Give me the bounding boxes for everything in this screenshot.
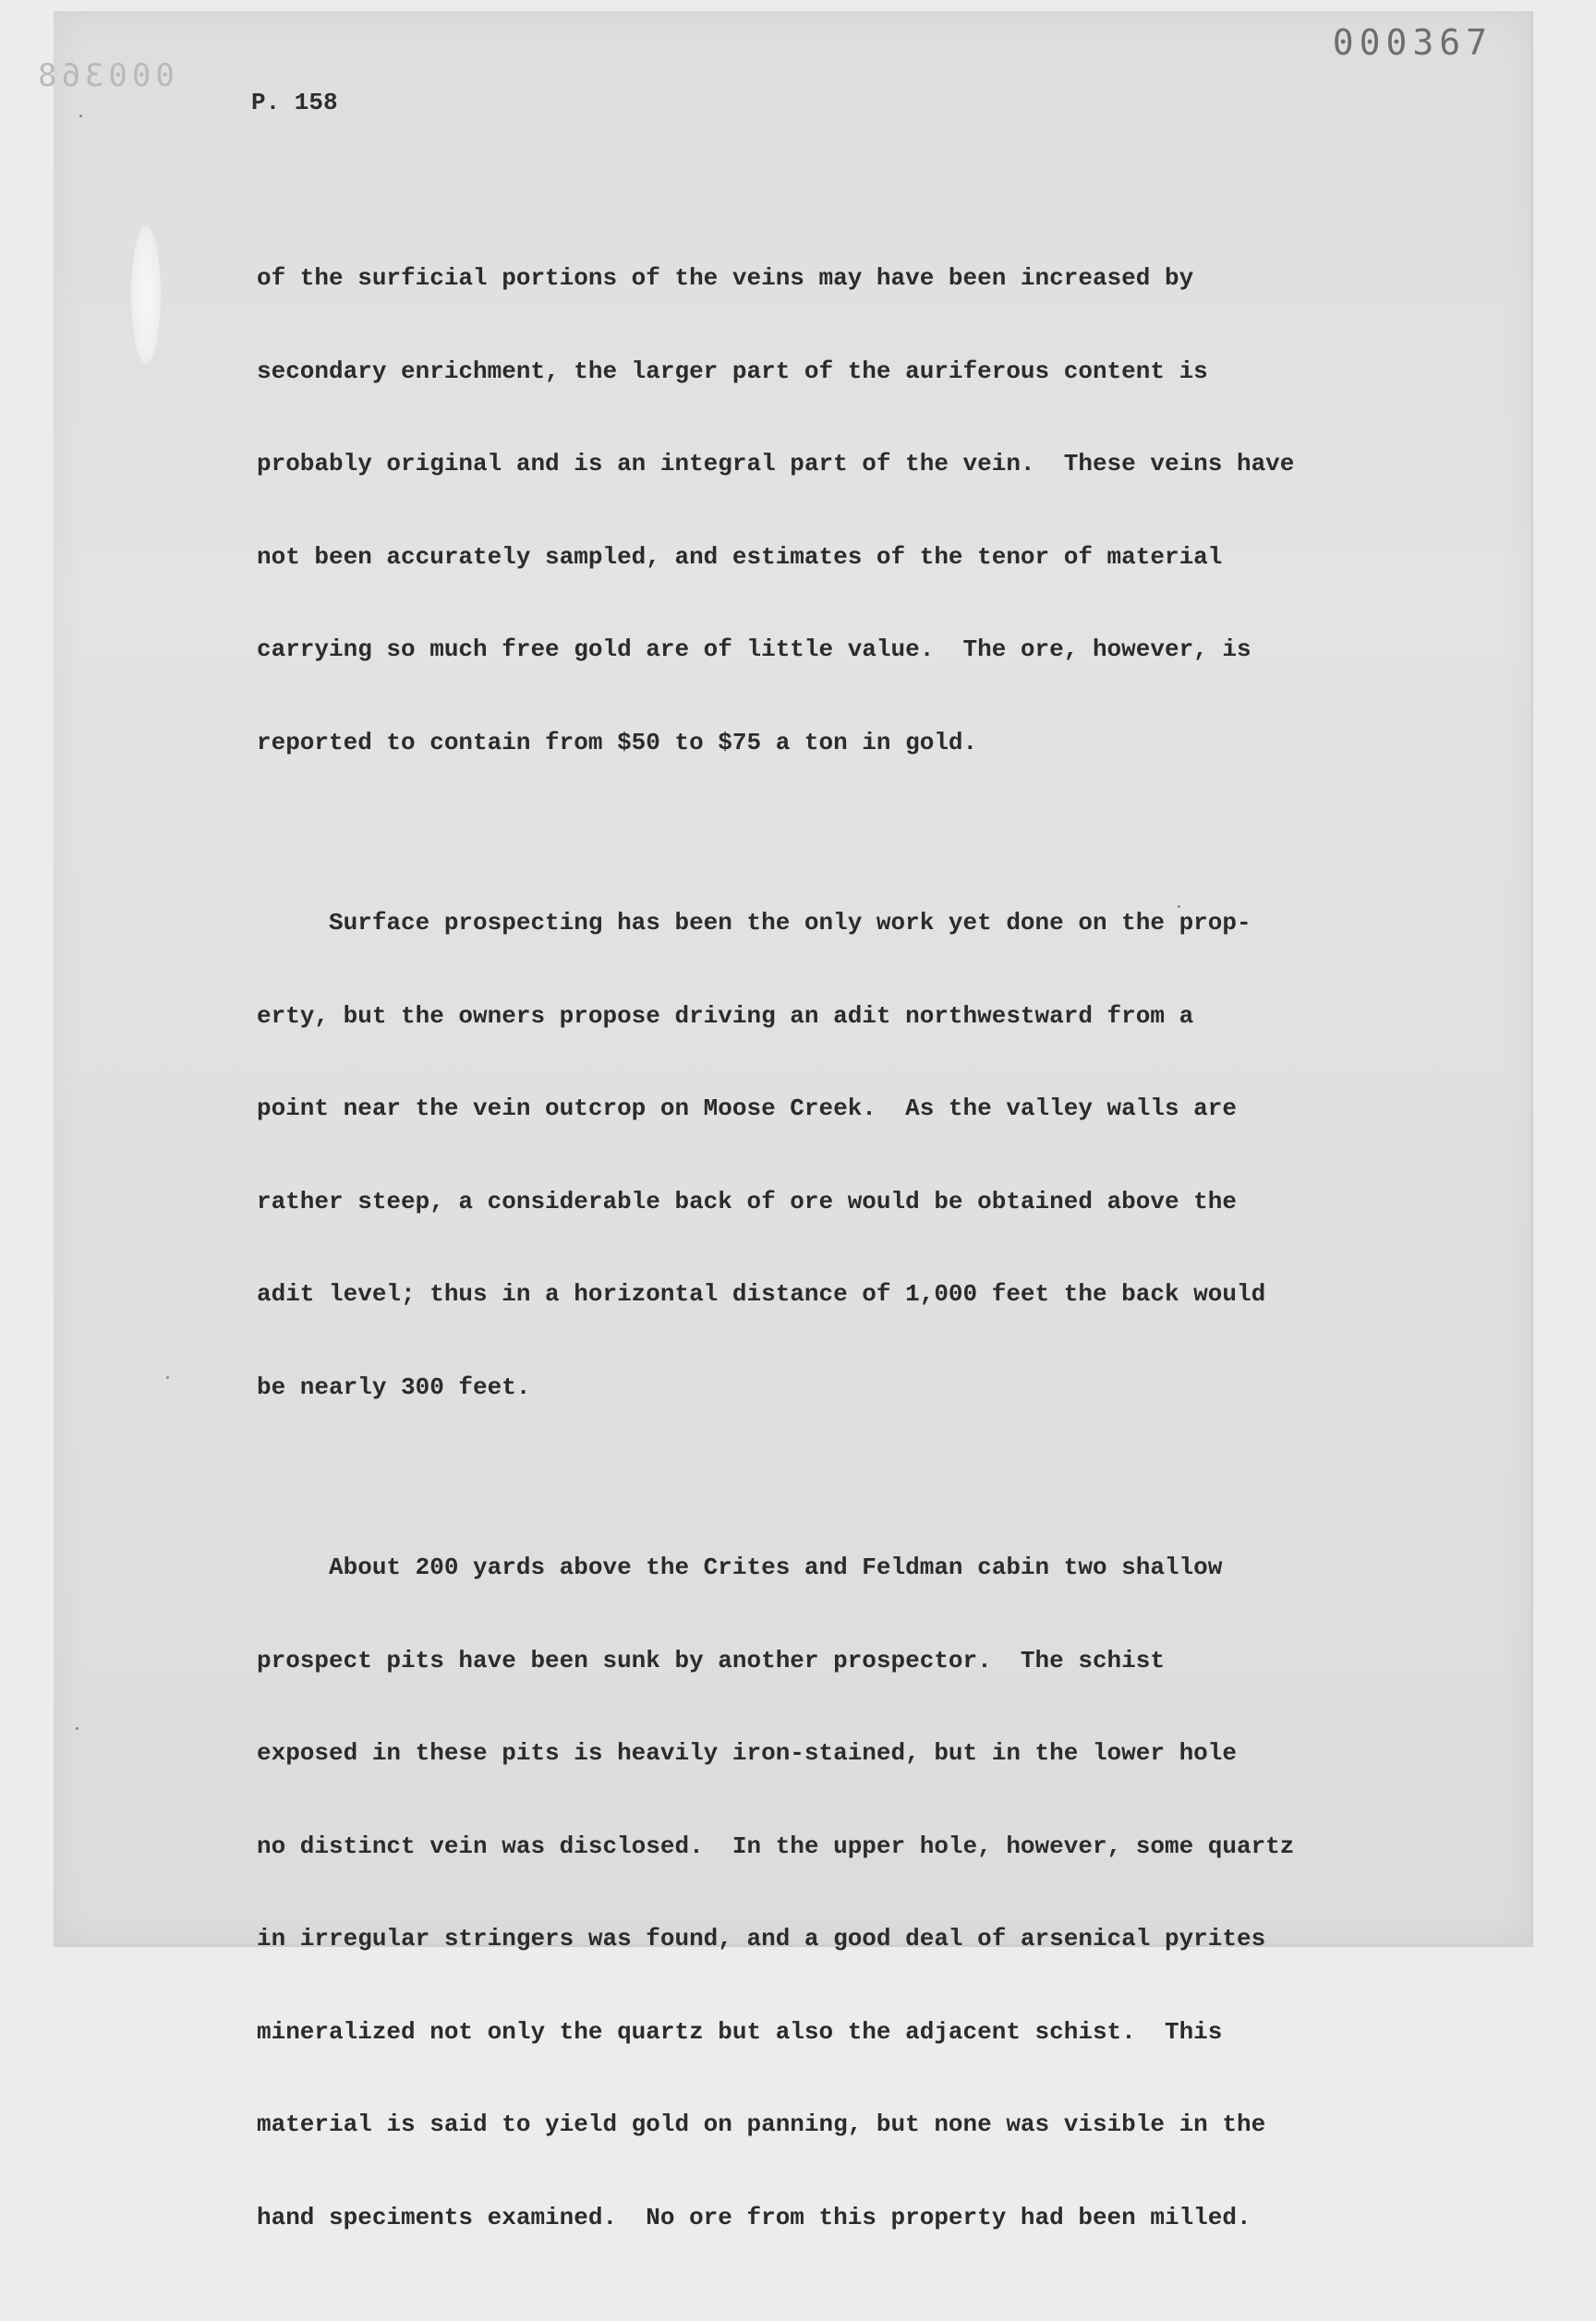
text-line: carrying so much free gold are of little value. The ore, however, is [257,635,1251,663]
paragraph-3 [257,1491,1421,2295]
document-body [257,201,1421,2321]
text-line: mineralized not only the quartz but also the adjacent schist. This [257,2017,1223,2046]
text-line: point near the vein outcrop on Moose Creek. As the valley walls are [257,1094,1237,1122]
page-label: P. 158 [251,89,338,116]
paragraph-2 [257,846,1421,1465]
text-line: Surface prospecting has been the only work yet done on the prop- [257,909,1251,937]
text-line: no distinct vein was disclosed. In the upper hole, however, some quartz [257,1831,1295,1860]
text-line: be nearly 300 feet. [257,1372,531,1401]
text-line: erty, but the owners propose driving an adit northwestward from a [257,1001,1194,1030]
text-line: rather steep, a considerable back of ore would be obtained above the [257,1187,1237,1215]
dust-speck [79,115,82,117]
bleed-through-stamp: 000368 [33,57,175,94]
document-stamp-number: 000367 [1332,22,1493,63]
dust-speck [76,1727,79,1730]
text-line: reported to contain from $50 to $75 a ton in gold. [257,728,978,756]
text-line: hand speciments examined. No ore from this property had been milled. [257,2203,1251,2231]
text-line: material is said to yield gold on panning, but none was visible in the [257,2110,1266,2138]
text-line: probably original and is an integral part of the vein. These veins have [257,450,1295,477]
text-line: About 200 yards above the Crites and Feldman cabin two shallow [257,1553,1223,1581]
punch-hole-mark [131,225,161,364]
text-line: exposed in these pits is heavily iron-stained, but in the lower hole [257,1739,1237,1767]
text-line: not been accurately sampled, and estimates of the tenor of material [257,542,1223,571]
text-line: secondary enrichment, the larger part of the auriferous content is [257,357,1208,385]
text-line: in irregular stringers was found, and a good deal of arsenical pyrites [257,1925,1266,1952]
paragraph-1 [257,201,1421,820]
text-line: prospect pits have been sunk by another prospector. The schist [257,1646,1165,1674]
text-line: of the surficial portions of the veins may have been increased by [257,264,1194,292]
dust-speck [1178,905,1180,908]
text-line: adit level; thus in a horizontal distance of 1,000 feet the back would [257,1280,1266,1308]
dust-speck [166,1376,169,1379]
